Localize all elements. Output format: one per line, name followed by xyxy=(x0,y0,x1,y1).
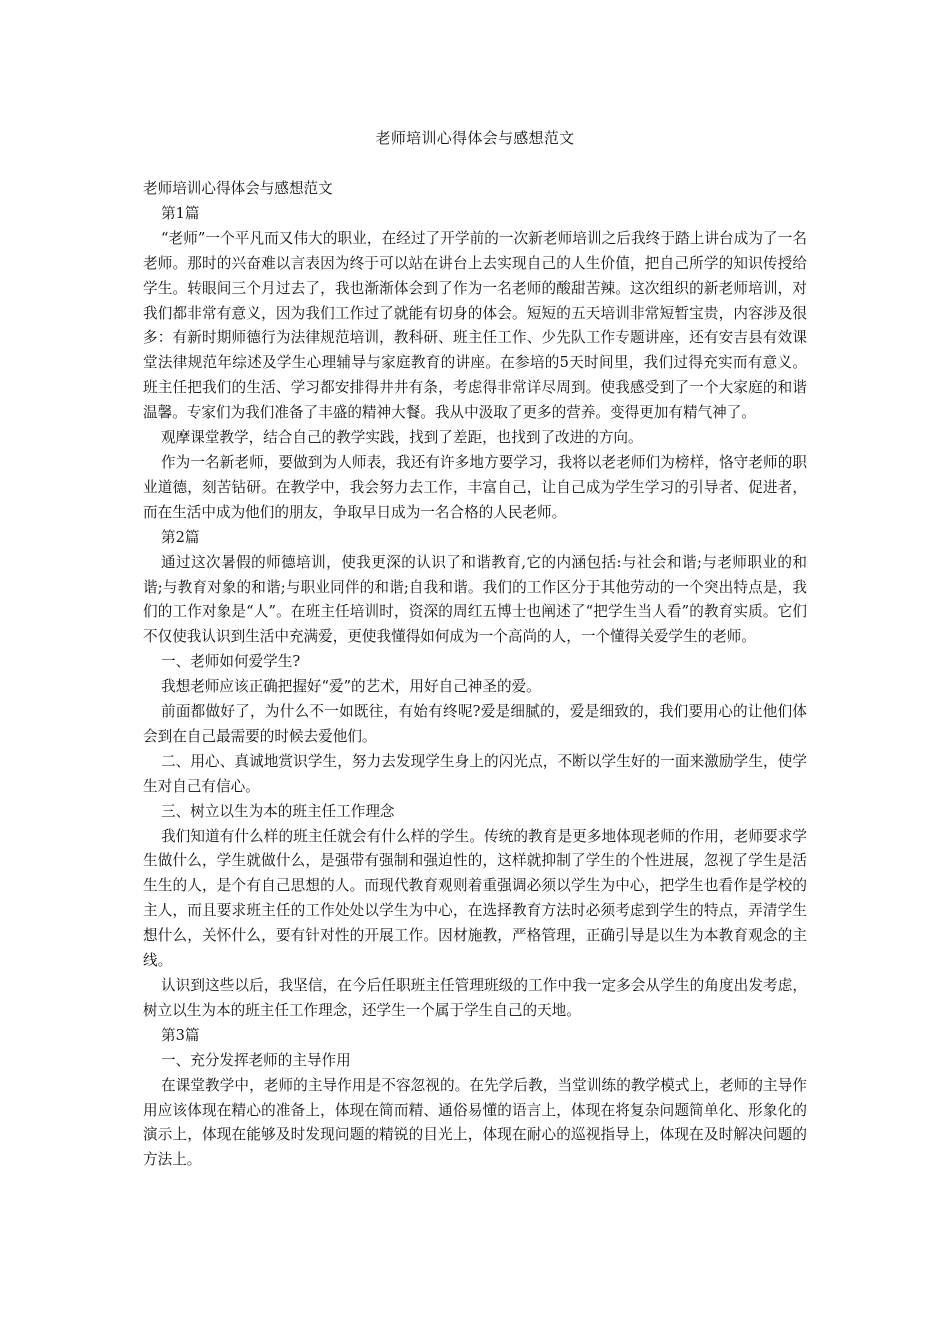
section-heading: 一、老师如何爱学生? xyxy=(161,653,301,671)
section-heading: 第3篇 xyxy=(161,1026,200,1044)
body-paragraph: 认识到这些以后，我坚信，在今后任职班主任管理班级的工作中我一定多会从学生的角度出发考虑，树立以生为本的班主任工作理念，还学生一个属于学生自己的天地。 xyxy=(143,977,807,1019)
document-body xyxy=(143,177,807,1173)
body-paragraph: 二、用心、真诚地赏识学生，努力去发现学生身上的闪光点，不断以学生好的一面来激励学生，使学生对自己有信心。 xyxy=(143,752,807,795)
body-paragraph: 我们知道有什么样的班主任就会有什么样的学生。传统的教育是更多地体现老师的作用，老师要求学生做什么，学生就做什么，是强带有强制和强迫性的，这样就抑制了学生的个性进展，忽视了学生是活生生的人，是个有自己思想的人。而现代教育观则着重强调必须以学生为中心，把学生也看作是学校的主人，而且要求班主任的工作处处以学生为中心，在选择教育方法时必须考虑到学生的特点，弄清学生想什么，关怀什么，要有针对性的开展工作。因材施教，严格管理，正确引导是以生为本教育观念的主线。 xyxy=(143,827,807,970)
document-title: 老师培训心得体会与感想范文 xyxy=(375,129,575,147)
body-paragraph: “老师”一个平凡而又伟大的职业，在经过了开学前的一次新老师培训之后我终于踏上讲台成为了一名老师。那时的兴奋难以言表因为终于可以站在讲台上去实现自己的人生价值，把自己所学的知识传授给学生。转眼间三个月过去了，我也渐渐体会到了作为一名老师的酸甜苦辣。这次组织的新老师培训，对我们都非常有意义，因为我们工作过了就能有切身的体会。短短的五天培训非常短暂宝贵，内容涉及很多：有新时期师德行为法律规范培训，教科研、班主任工作、少先队工作专题讲座，还有安吉县有效课堂法律规范年综述及学生心理辅导与家庭教育的讲座。在参培的5天时间里，我们过得充实而有意义。班主任把我们的生活、学习都安排得井井有条，考虑得非常详尽周到。使我感受到了一个大家庭的和谐温馨。专家们为我们准备了丰盛的精神大餐。我从中汲取了更多的营养。变得更加有精气神了。 xyxy=(143,229,807,422)
body-paragraph: 老师培训心得体会与感想范文 xyxy=(143,180,333,197)
body-paragraph: 作为一名新老师，要做到为人师表，我还有许多地方要学习，我将以老老师们为榜样，恪守老师的职业道德，刻苦钻研。在教学中，我会努力去工作，丰富自己，让自己成为学生学习的引导者、促进者，而在生活中成为他们的朋友，争取早日成为一名合格的人民老师。 xyxy=(143,453,807,521)
body-paragraph: 我想老师应该正确把握好“爱”的艺术，用好自己神圣的爱。 xyxy=(161,678,541,696)
body-paragraph: 观摩课堂教学，结合自己的教学实践，找到了差距，也找到了改进的方向。 xyxy=(161,429,643,447)
section-heading: 第1篇 xyxy=(161,204,200,222)
section-heading: 一、充分发挥老师的主导作用 xyxy=(161,1051,351,1069)
section-heading: 三、树立以生为本的班主任工作理念 xyxy=(161,802,395,820)
body-paragraph: 通过这次暑假的师德培训，使我更深的认识了和谐教育,它的内涵包括:与社会和谐;与老师职业的和谐;与教育对象的和谐;与职业同伴的和谐;自我和谐。我们的工作区分于其他劳动的一个突出特点是，我们的工作对象是“人”。在班主任培训时，资深的周红五博士也阐述了“把学生当人看”的教育实质。它们不仅使我认识到生活中充满爱，更使我懂得如何成为一个高尚的人，一个懂得关爱学生的老师。 xyxy=(143,553,807,646)
body-paragraph: 在课堂教学中，老师的主导作用是不容忽视的。在先学后教，当堂训练的教学模式上，老师的主导作用应该体现在精心的准备上，体现在简而精、通俗易懂的语言上，体现在将复杂问题简单化、形象化的演示上，体现在能够及时发现问题的精锐的目光上，体现在耐心的巡视指导上，体现在及时解决问题的方法上。 xyxy=(143,1076,807,1169)
body-paragraph: 前面都做好了，为什么不一如既往，有始有终呢?爱是细腻的，爱是细致的，我们要用心的让他们体会到在自己最需要的时候去爱他们。 xyxy=(143,703,807,745)
section-heading: 第2篇 xyxy=(161,528,200,546)
